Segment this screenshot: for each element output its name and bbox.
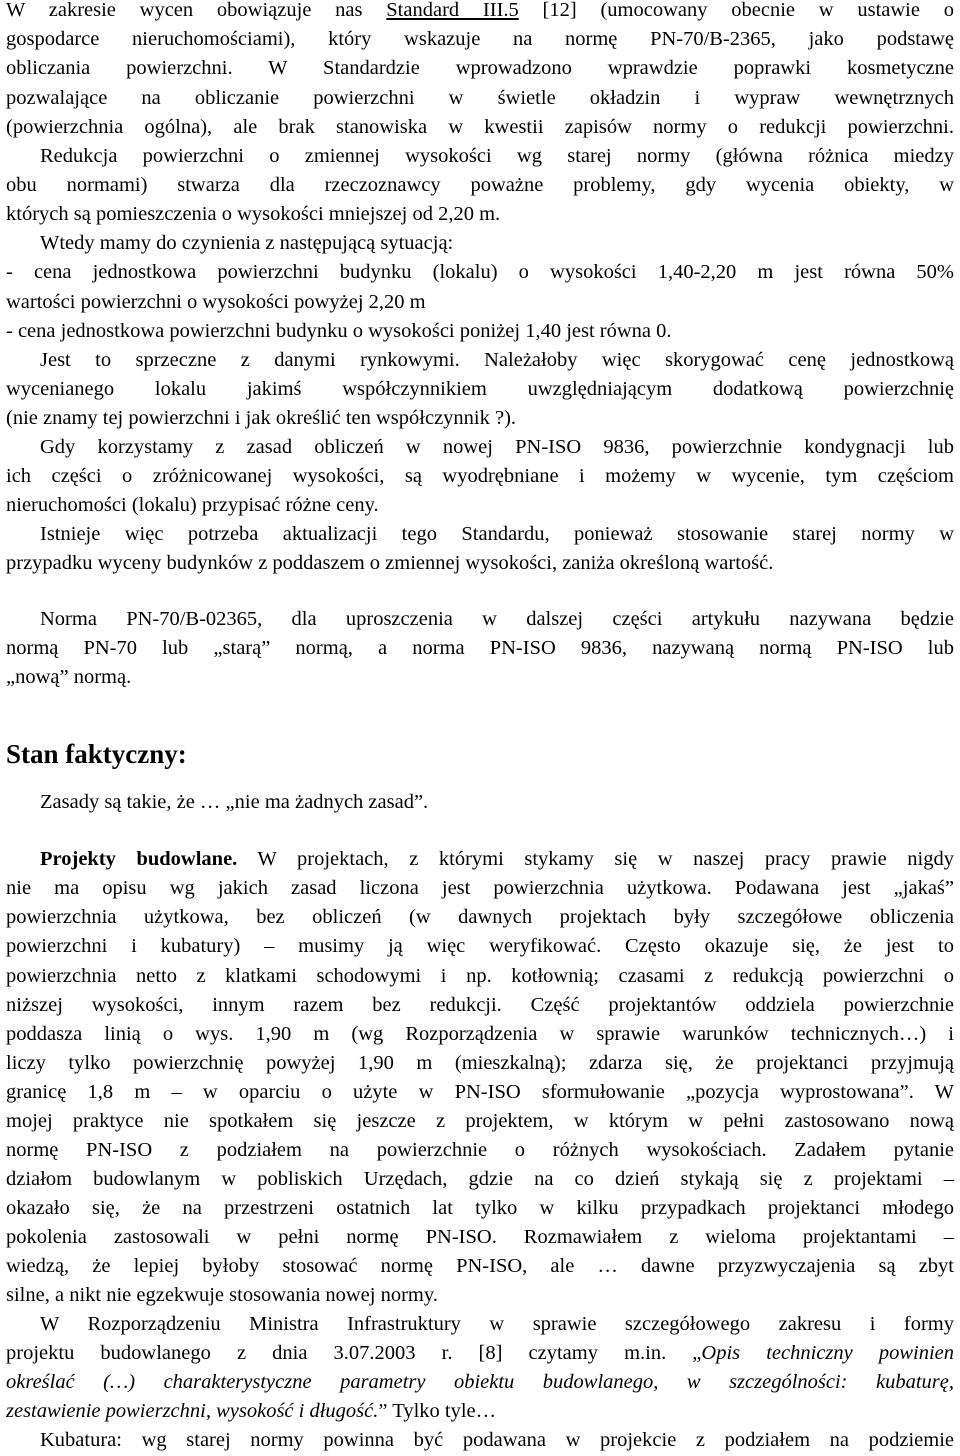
paragraph-1-line-17: ich części o zróżnicowanej wysokości, są wyodrębniane i możemy w wycenie, tym częściom (6, 465, 954, 487)
paragraph-4-line-5: powierzchnia netto z klatkami schodowymi i np. kotłownią; czasami z redukcją powierzchni o (6, 965, 954, 987)
paragraph-1-line-20: przypadku wyceny budynków z poddaszem o zmiennej wysokości, zaniża określoną wartość. (6, 552, 774, 574)
paragraph-1-line-2: gospodarce nieruchomościami), który wskazuje na normę PN-70/B-2365, jako podstawę (6, 28, 954, 50)
paragraph-4-line-14: pokolenia zastosowali w pełni normę PN-ISO. Rozmawiałem z wieloma projektantami – (6, 1226, 954, 1248)
paragraph-2-line-2: normą PN-70 lub „starą” normą, a norma PN-ISO 9836, nazywaną normą PN-ISO lub (6, 637, 954, 659)
paragraph-5-line-3: określać (…) charakterystyczne parametry obiektu budowlanego, w szczególności: kubaturę, (6, 1371, 954, 1393)
paragraph-1-line-9: Wtedy mamy do czynienia z następującą sytuacją: (40, 232, 454, 254)
paragraph-5-line-2: projektu budowlanego z dnia 3.07.2003 r. [8] czytamy m.in. „Opis techniczny powinien (6, 1342, 954, 1364)
paragraph-2-line-1: Norma PN-70/B-02365, dla uproszczenia w dalszej części artykułu nazywana będzie (40, 608, 954, 630)
paragraph-1-line-15: (nie znamy tej powierzchni i jak określić ten współczynnik ?). (6, 407, 517, 429)
paragraph-1-line-12: - cena jednostkowa powierzchni budynku o wysokości poniżej 1,40 jest równa 0. (6, 320, 672, 342)
paragraph-4-line-7: poddasza linią o wys. 1,90 m (wg Rozporządzenia w sprawie warunków technicznych…) i (6, 1023, 954, 1045)
paragraph-1-line-11: wartości powierzchni o wysokości powyżej 2,20 m (6, 291, 426, 313)
paragraph-3-line-1: Zasady są takie, że … „nie ma żadnych zasad”. (40, 791, 429, 813)
paragraph-1-line-3: obliczania powierzchni. W Standardzie wprowadzono wprawdzie poprawki kosmetyczne (6, 57, 954, 79)
paragraph-4-line-13: okazało się, że na przestrzeni ostatnich lat tylko w kilku przypadkach projektanci młodego (6, 1197, 954, 1219)
paragraph-4-line-9: granicę 1,8 m – w oparciu o użyte w PN-ISO sformułowanie „pozycja wyprostowana”. W (6, 1081, 954, 1103)
paragraph-4-line-10: mojej praktyce nie spotkałem się jeszcze z projektem, w którym w pełni zastosowano nową (6, 1110, 954, 1132)
projekty-budowlane-bold: Projekty budowlane. (40, 848, 238, 870)
paragraph-4-line-4: powierzchni i kubatury) – musimy ją więc weryfikować. Często okazuje się, że jest to (6, 935, 954, 957)
paragraph-1-line-13: Jest to sprzeczne z danymi rynkowymi. Należałoby więc skorygować cenę jednostkową (40, 349, 954, 371)
paragraph-1-line-7: obu normami) stwarza dla rzeczoznawcy poważne problemy, gdy wycenia obiekty, w (6, 174, 954, 196)
standard-link[interactable]: Standard III.5 (386, 0, 519, 21)
paragraph-4-line-12: działom budowlanym w pobliskich Urzędach, gdzie na co dzień stykają się z projektami – (6, 1168, 954, 1190)
paragraph-1-line-19: Istnieje więc potrzeba aktualizacji tego Standardu, ponieważ stosowanie starej normy w (40, 523, 954, 545)
paragraph-1-line-5: (powierzchnia ogólna), ale brak stanowiska w kwestii zapisów normy o redukcji powierzchni. (6, 116, 954, 138)
paragraph-4-line-3: powierzchnia użytkowa, bez obliczeń (w dawnych projektach były szczegółowe obliczenia (6, 906, 954, 928)
paragraph-2-line-3: „nową” normą. (6, 666, 132, 688)
paragraph-4-line-15: wiedzą, że lepiej byłoby stosować normę PN-ISO, ale … dawne przyzwyczajenia są zbyt (6, 1255, 954, 1277)
paragraph-1-line-14: wycenianego lokalu jakimś współczynnikiem uwzględniającym dodatkową powierzchnię (6, 378, 954, 400)
paragraph-1-line-1: W zakresie wycen obowiązuje nas Standard III.5 [12] (umocowany obecnie w ustawie o (6, 0, 954, 21)
paragraph-4-line-11: normę PN-ISO z podziałem na powierzchnie o różnych wysokościach. Zadałem pytanie (6, 1139, 954, 1161)
paragraph-5-line-4: zestawienie powierzchni, wysokość i długość.” Tylko tyle… (6, 1400, 497, 1422)
paragraph-1-line-6: Redukcja powierzchni o zmiennej wysokości wg starej normy (główna różnica miedzy (40, 145, 954, 167)
paragraph-4-line-1: Projekty budowlane. W projektach, z którymi stykamy się w naszej pracy prawie nigdy (40, 848, 954, 870)
paragraph-1-line-16: Gdy korzystamy z zasad obliczeń w nowej PN-ISO 9836, powierzchnie kondygnacji lub (40, 436, 954, 458)
paragraph-4-line-6: niższej wysokości, innym razem bez redukcji. Część projektantów oddziela powierzchnie (6, 994, 954, 1016)
section-heading: Stan faktyczny: (6, 739, 187, 769)
paragraph-5-line-1: W Rozporządzeniu Ministra Infrastruktury w sprawie szczegółowego zakresu i formy (40, 1313, 954, 1335)
paragraph-1-line-10: - cena jednostkowa powierzchni budynku (lokalu) o wysokości 1,40-2,20 m jest równa 50% (6, 261, 954, 283)
paragraph-1-line-8: których są pomieszczenia o wysokości mniejszej od 2,20 m. (6, 203, 501, 225)
paragraph-1-line-18: nieruchomości (lokalu) przypisać różne ceny. (6, 494, 379, 516)
paragraph-6-line-1: Kubatura: wg starej normy powinna być podawana w projekcie z podziałem na podziemie (40, 1429, 954, 1451)
paragraph-1-line-4: pozwalające na obliczanie powierzchni w świetle okładzin i wypraw wewnętrznych (6, 87, 954, 109)
paragraph-4-line-8: liczy tylko powierzchnię powyżej 1,90 m (mieszkalną); zdarza się, że projektanci przyjmują (6, 1052, 954, 1074)
paragraph-4-line-16: silne, a nikt nie egzekwuje stosowania nowej normy. (6, 1284, 438, 1306)
paragraph-4-line-2: nie ma opisu wg jakich zasad liczona jest powierzchnia użytkowa. Podawana jest „jakaś” (6, 877, 954, 899)
